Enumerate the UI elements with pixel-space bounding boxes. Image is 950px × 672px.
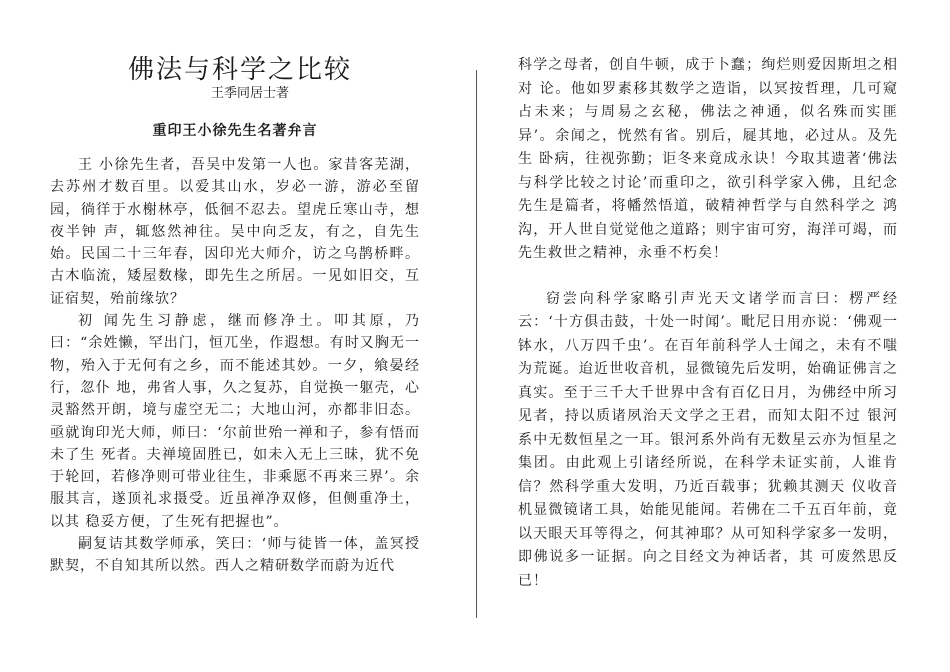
document-title: 佛法与科学之比较 — [127, 55, 352, 85]
paragraph-gap — [518, 266, 898, 288]
right-page — [518, 54, 898, 593]
left-page — [50, 54, 420, 578]
page-divider — [476, 70, 477, 618]
paragraph: 初 闻先生习静虑，继而修净土。叩其原，乃曰：“余姓懒，罕出门，恒兀坐，作遐想。有时又胸无一物，殆入于无何有之乡，而不能述其妙。一夕，飨晏经行，忽仆 地，弗省人事，久之复苏，自觉换一躯壳，心灵豁然开朗，境与虚空无二；大地山河，亦都非旧态。亟就询印光大师，师曰：‘尔前世殆一禅和子，参有悟而未了生 死者。夫禅境固胜已，如未入无上三昧，犹不免于轮回，若修净则可带业往生，非乘愿不再来三界’。余服其言，遂顶礼求摄受。近虽禅净双修，但侧重净土，以其 稳妥方便，了生死有把握也”。 — [50, 313, 420, 530]
paragraph: 嗣复诘其数学师承，笑曰：‘师与徒皆一体，盖冥授默契，不自知其所以然。西人之精研数学而蔚为近代 — [50, 536, 420, 575]
document-author: 王季同居士著 — [210, 86, 289, 101]
paragraph: 窃尝向科学家略引声光天文诸学而言曰：楞严经云：‘十方俱击鼓，十处一时闻’。毗尼日用亦说：‘佛观一钵水，八万四千虫’。在百年前科学人士闻之，未有不嗤 为荒诞。迨近世收音机，显微镜先后发明，始确证佛言之真实。至于三千大千世界中含有百亿日月，为佛经中所习见者，持以质诸夙治天文学之王君，而知太阳不过 银河系中无数恒星之一耳。银河系外尚有无数星云亦为恒星之集团。由此观上引诸经所说，在科学未证实前，人谁肯信？然科学重大发明，乃近百载事；犹赖其测天 仪收音机显微镜诸工具，始能见能闻。若佛在二千五百年前，竟以天眼天耳等得之，何其神耶？从可知科学家多一发明，即佛说多一证据。向之目经文为神话者，其 可废然思反已！ — [518, 290, 898, 589]
paragraph: 科学之母者，创自牛顿，成于卜蠢；绚烂则爱因斯坦之相对 论。他如罗素移其数学之造诣，以冥按哲理，几可窥占未来；与周易之玄秘，佛法之神通，似名殊而实匪异’。余闻之，恍然有省。别后，屣其地，必过从。及先生 卧病，往视弥勤；讵冬来竟成永诀！今取其遗著‘佛法与科学比较之讨论’而重印之，欲引科学家入佛，且纪念先生是篇者，将幡然悟道，破精神哲学与自然科学之 鸿沟，开人世自觉觉他之道路；则宇宙可穷，海洋可竭，而先生救世之精神，永垂不朽矣！ — [518, 57, 898, 261]
preface-heading: 重印王小徐先生名著弁言 — [152, 123, 318, 139]
paragraph: 王 小徐先生者，吾吴中发第一人也。家昔客芜湖，去苏州才数百里。以爱其山水，岁必一游，游必至留园，徜徉于水榭林亭，低徊不忍去。望虎丘寒山寺，想夜半钟 声，辄悠然神往。吴中向乏友，有之，自先生始。民国二十三年春，因印光大师介，访之乌鹊桥畔。古木临流，矮屋数椽，即先生之所居。一见如旧交，互证宿契，殆前缘欤？ — [50, 157, 420, 307]
